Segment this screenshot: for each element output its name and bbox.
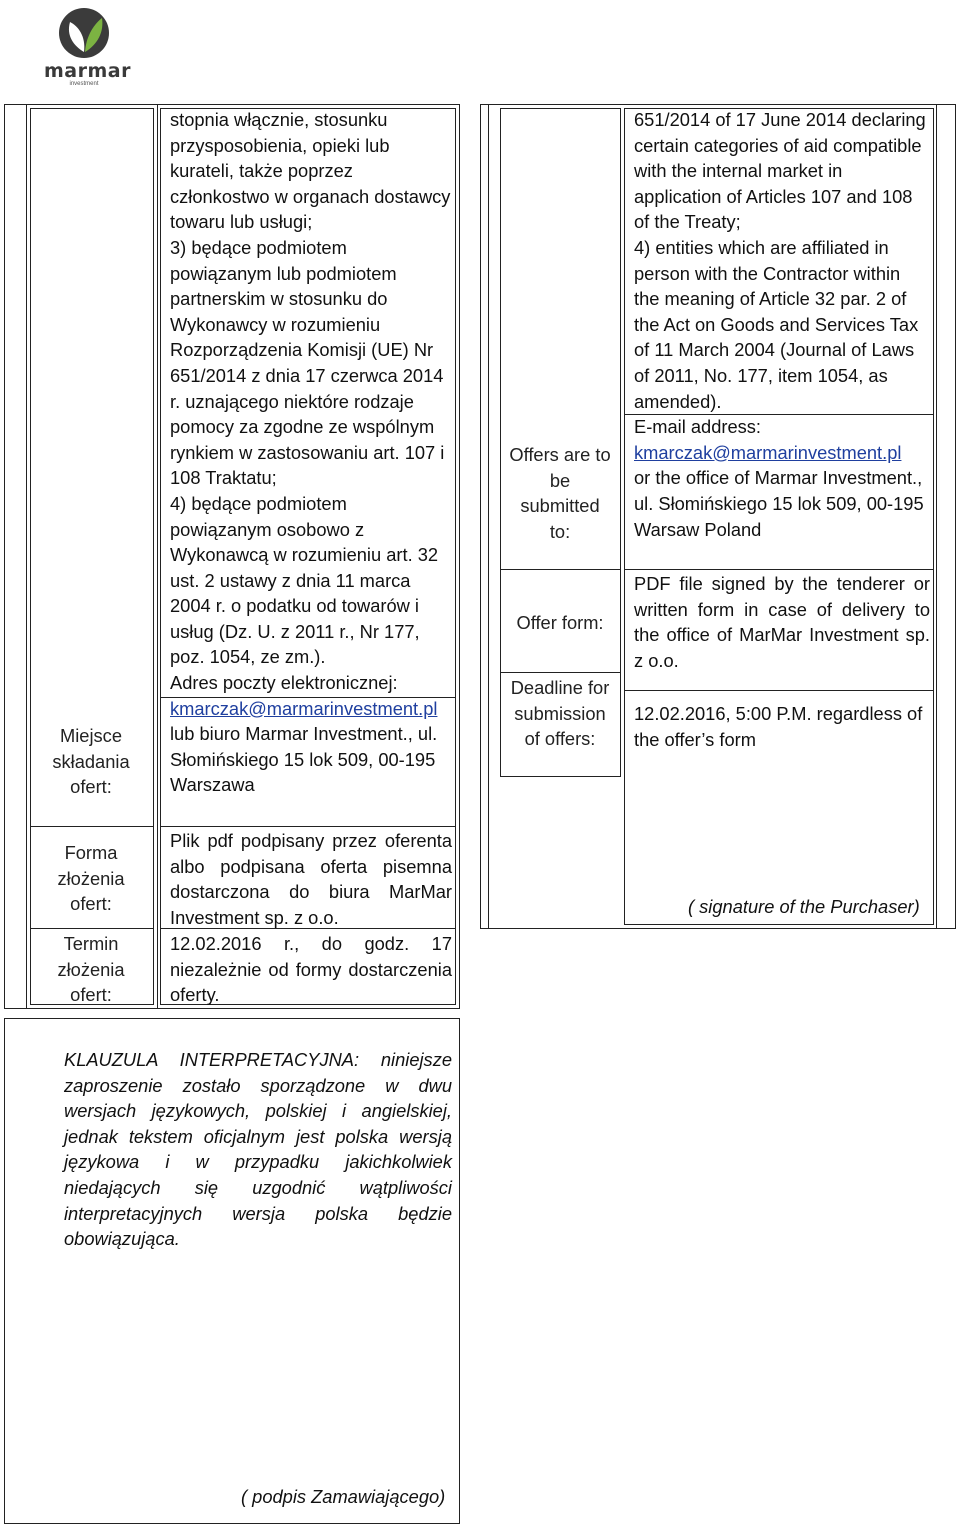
leaf-logo-icon: [44, 6, 124, 62]
company-logo: [44, 6, 131, 90]
criteria-text: stopnia włącznie, stosunku przysposobienia, opieki lub kurateli, także poprzez członkostwo w organach dostawcy towaru lub usługi;: [170, 109, 451, 233]
label-place-en: Offers are to be submitted to:: [509, 444, 611, 542]
email-label-en: E-mail address:: [634, 416, 761, 438]
signature-en: ( signature of the Purchaser): [688, 896, 920, 917]
logo-name: marmar: [44, 60, 131, 82]
item4-text: 4) będące podmiotem powiązanym osobowo z Wykonawcą w rozumieniu art. 32 ust. 2 ustawy z dnia 11 marca 2004 r. o podatku od towarów i usług (Dz. U. z 2011 r., Nr 177, poz. 1054, ze zm.).: [170, 492, 439, 668]
form-text-pl: Plik pdf podpisany przez oferenta albo podpisana oferta pisemna dostarczona do biura MarMar Investment sp. z o.o.: [170, 830, 452, 928]
right-row-separator: [624, 569, 934, 570]
deadline-text-en: 12.02.2016, 5:00 P.M. regardless of the offer’s form: [634, 703, 923, 750]
item3-text: 3) będące podmiotem powiązanym lub podmiotem partnerskim w stosunku do Wykonawcy w rozumieniu Rozporządzenia Komisji (UE) Nr 651/2014 z dnia 17 czerwca 2014 r. uznającego niektóre rodzaje pomocy za zgodne ze wspólnym rynkiem w zastosowaniu art. 107 i 108 Traktatu;: [170, 236, 445, 489]
left-row-separator: [160, 826, 456, 827]
right-content: [634, 107, 930, 542]
email-link[interactable]: kmarczak@marmarinvestment.pl: [170, 697, 438, 719]
left-row-separator: [30, 826, 154, 827]
label-form-pl: Forma złożenia ofert:: [57, 842, 125, 915]
right-row-separator: [500, 672, 621, 673]
interpretation-clause: KLAUZULA INTERPRETACYJNA: niniejsze zaproszenie zostało sporządzone w dwu wersjach językowych, polskiej i angielskiej, jednak tekstem oficjalnym jest polska wersją językowa i w przypadku jakichkolwiek niedających się uzgodnić wątpliwości interpretacyjnych wersja polska będzie obowiązująca.: [64, 1049, 452, 1250]
left-content: [170, 107, 452, 798]
deadline-text-pl: 12.02.2016 r., do godz. 17 niezależnie od formy dostarczenia oferty.: [170, 933, 452, 1006]
office-address-en: or the office of Marmar Investment., ul. Słomińskiego 15 lok 509, 00-195 Warsaw Poland: [634, 467, 924, 540]
email-label: Adres poczty elektronicznej:: [170, 672, 398, 694]
right-row-separator: [624, 690, 934, 691]
regulation-text: 651/2014 of 17 June 2014 declaring certain categories of aid compatible with the internal market in application of Articles 107 and 108 of the Treaty;: [634, 109, 926, 233]
label-deadline-en: Deadline for submission of offers:: [510, 677, 610, 750]
right-row-separator: [500, 569, 621, 570]
label-deadline-pl: Termin złożenia ofert:: [57, 933, 125, 1006]
label-place-pl: Miejsce składania ofert:: [52, 725, 130, 798]
signature-pl: ( podpis Zamawiającego): [241, 1486, 446, 1507]
left-row-separator: [30, 928, 154, 929]
item4-text-en: 4) entities which are affiliated in person with the Contractor within the meaning of Article 32 par. 2 of the Act on Goods and Services Tax of 11 March 2004 (Journal of Laws of 2011, No. 177, item 1054, as amended).: [634, 236, 919, 412]
label-form-en: Offer form:: [516, 612, 604, 633]
form-text-en: PDF file signed by the tenderer or written form in case of delivery to the office of MarMar Investment sp. z o.o.: [634, 573, 930, 671]
email-link-en[interactable]: kmarczak@marmarinvestment.pl: [634, 441, 902, 463]
logo-tagline: investment: [69, 81, 99, 87]
office-address: lub biuro Marmar Investment., ul. Słomińskiego 15 lok 509, 00-195 Warszawa: [170, 723, 438, 796]
